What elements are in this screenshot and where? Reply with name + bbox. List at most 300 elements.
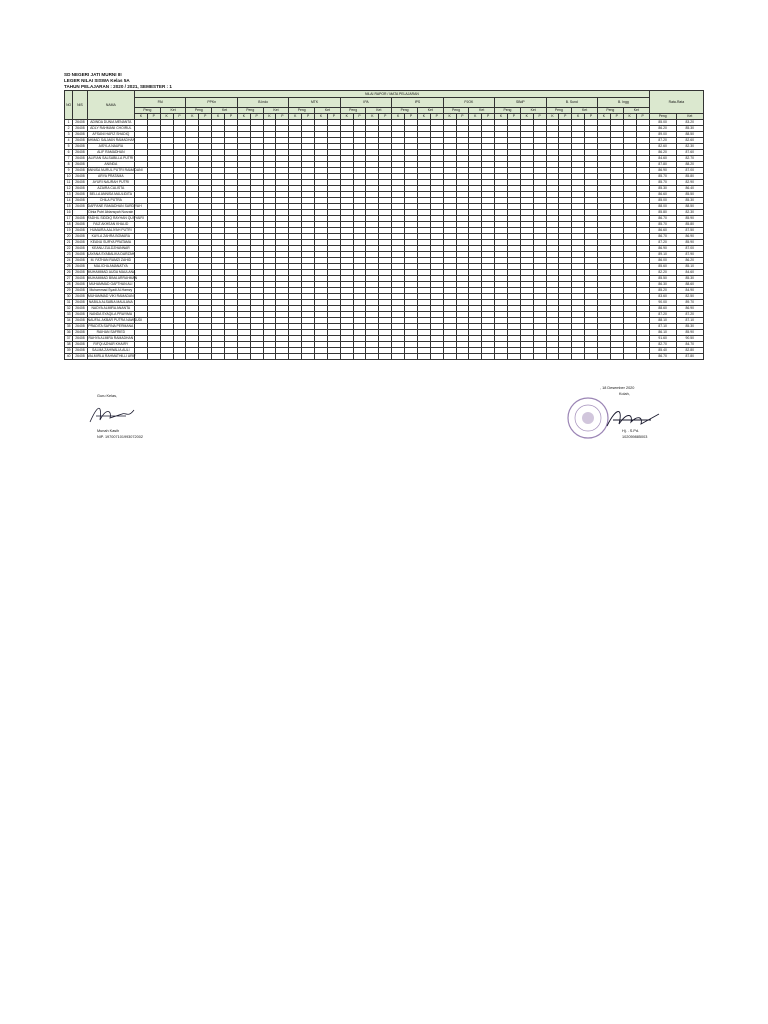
student-name: RAIHAN SAFRIED <box>87 330 134 336</box>
kp-header: P <box>379 114 392 120</box>
student-name: RAHYA ALMIRA RAMADHAN <box>88 336 134 340</box>
student-name: CHILA PUTRA <box>87 198 134 204</box>
average-knowledge: 85.70 <box>649 174 676 180</box>
school-name: SD NEGERI JATI MURNI III <box>64 72 122 77</box>
kp-header: P <box>250 114 263 120</box>
row-number: 2 <box>65 126 73 132</box>
grade-cell <box>173 354 186 360</box>
grade-cell <box>533 354 546 360</box>
kp-header: P <box>327 114 340 120</box>
grade-cell <box>469 354 482 360</box>
average-skill: 82.30 <box>676 210 703 216</box>
average-skill: 87.90 <box>676 252 703 258</box>
average-skill: 84.70 <box>676 342 703 348</box>
average-knowledge: 89.10 <box>649 252 676 258</box>
average-knowledge: 86.60 <box>649 228 676 234</box>
kp-header: P <box>302 114 315 120</box>
average-knowledge: 91.60 <box>649 336 676 342</box>
average-skill: 82.80 <box>676 348 703 354</box>
average-sub-header: Ket <box>676 114 703 120</box>
grade-cell <box>250 354 263 360</box>
kp-header: P <box>482 114 495 120</box>
average-skill: 87.20 <box>676 312 703 318</box>
average-knowledge: 87.20 <box>649 312 676 318</box>
average-skill: 88.20 <box>676 162 703 168</box>
average-knowledge: 86.00 <box>649 258 676 264</box>
row-number: 36 <box>65 330 73 336</box>
average-knowledge: 87.20 <box>649 240 676 246</box>
student-nis: 26408 <box>73 276 87 282</box>
no-header: NO <box>65 91 73 120</box>
student-nis: 26408 <box>73 354 87 360</box>
student-nis: 26408 <box>73 132 87 138</box>
average-skill: 86.40 <box>676 186 703 192</box>
student-nis: 26408 <box>73 324 87 330</box>
teacher-signature <box>88 402 138 428</box>
student-nis: 26408 <box>73 198 87 204</box>
kp-header: K <box>546 114 559 120</box>
grade-cell <box>160 354 173 360</box>
average-knowledge: 86.90 <box>649 168 676 174</box>
student-name: KEANU SURYA PRATAMA <box>87 240 134 246</box>
row-number: 17 <box>65 216 73 222</box>
student-nis: 26408 <box>73 192 87 198</box>
row-number: 16 <box>65 210 73 216</box>
student-nis: 26408 <box>73 168 87 174</box>
student-nis: 26408 <box>73 228 87 234</box>
student-name: AHMAD SALMAN RAMADHAN <box>87 138 136 142</box>
row-number: 25 <box>65 264 73 270</box>
name-header: NAMA <box>87 91 134 120</box>
average-skill: 90.50 <box>676 336 703 342</box>
grade-cell <box>289 354 302 360</box>
student-nis: 26408 <box>73 264 87 270</box>
ledger-title: LEGER NILAI SISWA Kelas 5A <box>64 78 130 83</box>
student-name: AZAIRA CALISTA <box>87 186 134 192</box>
average-skill: 86.90 <box>676 306 703 312</box>
kp-header: K <box>340 114 353 120</box>
student-name: HUMAIRA AALIYAH PUTRI <box>87 228 134 234</box>
average-knowledge: 82.20 <box>649 270 676 276</box>
average-knowledge: 82.70 <box>649 342 676 348</box>
average-knowledge: 86.70 <box>649 234 676 240</box>
grade-cell <box>636 354 649 360</box>
average-knowledge: 86.30 <box>649 282 676 288</box>
score-type-header: Peng <box>495 108 521 114</box>
score-type-header: Peng <box>135 108 161 114</box>
average-knowledge: 86.70 <box>649 216 676 222</box>
row-number: 1 <box>65 120 73 126</box>
average-knowledge: 88.10 <box>649 318 676 324</box>
student-name: SALMA ZAHWALIA AULI <box>87 348 134 354</box>
student-name: ALIF RAMADHAN <box>87 150 134 156</box>
grade-cell <box>327 354 340 360</box>
score-type-header: Peng <box>340 108 366 114</box>
grade-cell <box>135 354 148 360</box>
score-type-header: Ket <box>366 108 392 114</box>
table-row <box>65 354 704 360</box>
kp-header: K <box>572 114 585 120</box>
student-nis: 26408 <box>73 348 87 354</box>
average-skill: 87.00 <box>676 246 703 252</box>
row-number: 40 <box>65 354 73 360</box>
row-number: 28 <box>65 282 73 288</box>
student-nis: 26408 <box>73 234 87 240</box>
score-type-header: Ket <box>469 108 495 114</box>
row-number: 5 <box>65 144 73 150</box>
kp-header: P <box>456 114 469 120</box>
average-knowledge: 87.20 <box>649 138 676 144</box>
subject-header: PJOK <box>443 98 494 108</box>
row-number: 39 <box>65 348 73 354</box>
average-knowledge: 85.40 <box>649 348 676 354</box>
row-number: 9 <box>65 168 73 174</box>
kp-header: P <box>559 114 572 120</box>
teacher-title: Guru Kelas, <box>97 394 118 398</box>
subject-header: PPKn <box>186 98 237 108</box>
average-skill: 88.50 <box>676 204 703 210</box>
average-knowledge: 85.80 <box>649 210 676 216</box>
average-skill: 82.70 <box>676 156 703 162</box>
average-knowledge: 88.60 <box>649 306 676 312</box>
kp-header: P <box>507 114 520 120</box>
grade-cell <box>623 354 636 360</box>
grade-cell <box>263 354 276 360</box>
score-type-header: Peng <box>597 108 623 114</box>
kp-header: P <box>199 114 212 120</box>
row-number: 14 <box>65 198 73 204</box>
subject-header: B.Indo <box>237 98 288 108</box>
student-nis: 26408 <box>73 174 87 180</box>
row-number: 19 <box>65 228 73 234</box>
kp-header: P <box>585 114 598 120</box>
grade-cell <box>507 354 520 360</box>
score-type-header: Ket <box>623 108 649 114</box>
average-knowledge: 86.60 <box>649 192 676 198</box>
kp-header: K <box>623 114 636 120</box>
row-number: 10 <box>65 174 73 180</box>
average-knowledge: 86.90 <box>649 246 676 252</box>
score-type-header: Ket <box>212 108 238 114</box>
average-skill: 87.00 <box>676 168 703 174</box>
kp-header: K <box>417 114 430 120</box>
average-skill: 83.20 <box>676 120 703 126</box>
student-nis: 26408 <box>73 318 87 324</box>
grade-cell <box>199 354 212 360</box>
average-skill: 82.50 <box>676 294 703 300</box>
student-nis: 26408 <box>73 240 87 246</box>
row-number: 27 <box>65 276 73 282</box>
grade-cell <box>456 354 469 360</box>
grade-cell <box>482 354 495 360</box>
teacher-nip: NIP. 197007101993072002 <box>97 435 143 439</box>
student-nis: 26408 <box>73 186 87 192</box>
teacher-name: Munah Kasih <box>97 429 120 433</box>
average-knowledge: 86.70 <box>649 354 676 360</box>
average-skill: 85.80 <box>676 174 703 180</box>
score-type-header: Peng <box>289 108 315 114</box>
average-skill: 87.10 <box>676 318 703 324</box>
student-name: FADHIL SIDDIQ RAYHAN QUSYAIRI <box>87 216 144 220</box>
score-type-header: Peng <box>443 108 469 114</box>
student-name: AFSANI HAFIZ SHADIQ <box>87 132 134 138</box>
student-nis: 26408 <box>73 204 87 210</box>
row-number: 18 <box>65 222 73 228</box>
student-name: LAYANA SYABALIKA DARZAH <box>87 252 135 256</box>
kp-header: K <box>289 114 302 120</box>
grade-cell <box>417 354 430 360</box>
average-skill: 85.90 <box>676 216 703 222</box>
kp-header: K <box>135 114 148 120</box>
grade-cell <box>546 354 559 360</box>
average-knowledge: 84.60 <box>649 156 676 162</box>
score-type-header: Ket <box>160 108 186 114</box>
student-nis: 26408 <box>73 246 87 252</box>
grade-cell <box>212 354 225 360</box>
row-number: 31 <box>65 300 73 306</box>
row-number: 35 <box>65 324 73 330</box>
row-number: 22 <box>65 246 73 252</box>
row-number: 3 <box>65 132 73 138</box>
kp-header: P <box>610 114 623 120</box>
average-skill: 85.30 <box>676 324 703 330</box>
average-skill: 87.50 <box>676 228 703 234</box>
student-name: NANDA SYAQILA PRAYIMA <box>87 312 134 318</box>
score-type-header: Peng <box>237 108 263 114</box>
row-number: 13 <box>65 192 73 198</box>
score-type-header: Peng <box>546 108 572 114</box>
row-number: 33 <box>65 312 73 318</box>
student-nis: 26408 <box>73 306 87 312</box>
average-skill: 85.90 <box>676 240 703 246</box>
student-name: VALMIRLA RAHMATHILLI ARIF <box>87 354 136 358</box>
student-nis: 26408 <box>73 258 87 264</box>
row-number: 7 <box>65 156 73 162</box>
average-knowledge: 85.20 <box>649 288 676 294</box>
average-knowledge: 87.10 <box>649 324 676 330</box>
average-skill: 84.60 <box>676 270 703 276</box>
average-knowledge: 85.70 <box>649 222 676 228</box>
average-skill: 84.90 <box>676 288 703 294</box>
average-skill: 87.60 <box>676 150 703 156</box>
row-number: 38 <box>65 342 73 348</box>
average-skill: 87.80 <box>676 354 703 360</box>
student-name: MUHAMMAD BIMA ARRAHMAN <box>87 276 138 280</box>
average-knowledge: 90.00 <box>649 300 676 306</box>
kp-header: P <box>276 114 289 120</box>
student-name: ALIFIAN SALSABILLA PUTRI <box>88 156 134 160</box>
student-nis: 26408 <box>73 288 87 294</box>
average-knowledge: 88.00 <box>649 204 676 210</box>
grade-cell <box>392 354 405 360</box>
student-nis: 26408 <box>73 180 87 186</box>
subject-header: SBdP <box>495 98 546 108</box>
student-nis: 26408 <box>73 144 87 150</box>
student-name: PRADITA SAFINA PERMANA <box>88 324 134 328</box>
grade-cell <box>340 354 353 360</box>
student-nis: 26408 <box>73 216 87 222</box>
average-knowledge: 85.00 <box>649 120 676 126</box>
average-knowledge: 86.10 <box>649 330 676 336</box>
student-name: AISYLA NAURA <box>87 144 134 150</box>
row-number: 30 <box>65 294 73 300</box>
kp-header: K <box>366 114 379 120</box>
average-skill: 82.60 <box>676 138 703 144</box>
average-skill: 85.80 <box>676 222 703 228</box>
average-knowledge: 85.50 <box>649 276 676 282</box>
student-nis: 26408 <box>73 156 87 162</box>
grade-cell <box>237 354 250 360</box>
score-type-header: Ket <box>263 108 289 114</box>
row-number: 29 <box>65 288 73 294</box>
average-knowledge: 85.00 <box>649 198 676 204</box>
kp-header: K <box>520 114 533 120</box>
student-name: NADYA ALMIRA ANANTA <box>87 306 134 312</box>
average-knowledge: 89.00 <box>649 132 676 138</box>
student-nis: 26408 <box>73 282 87 288</box>
grade-cell <box>405 354 418 360</box>
subject-group-header: NILAI RAPOR / MATA PELAJARAN <box>135 91 650 98</box>
grade-ledger-table <box>64 90 704 360</box>
grade-cell <box>366 354 379 360</box>
grade-cell <box>379 354 392 360</box>
average-skill: 85.50 <box>676 192 703 198</box>
student-nis: 26408 <box>73 162 87 168</box>
student-name: ADLY RAHMANI CHOIRUL <box>87 126 134 132</box>
row-number: 8 <box>65 162 73 168</box>
student-nis: 26408 <box>73 150 87 156</box>
average-skill: 82.30 <box>676 144 703 150</box>
grade-cell <box>520 354 533 360</box>
grade-cell <box>559 354 572 360</box>
student-nis: 26408 <box>73 294 87 300</box>
student-nis: 26408 <box>73 300 87 306</box>
grade-cell <box>495 354 508 360</box>
student-nis: 26408 <box>73 330 87 336</box>
average-knowledge: 86.20 <box>649 126 676 132</box>
kp-header: K <box>160 114 173 120</box>
grade-cell <box>430 354 443 360</box>
grade-cell <box>276 354 289 360</box>
kp-header: P <box>173 114 186 120</box>
student-name: NAUFAL AKBAR PUTRA NAWSUDI <box>87 318 143 322</box>
student-name: DAFFANE RAMADHAN SARDIYAH <box>87 204 142 208</box>
student-nis: 26408 <box>73 312 87 318</box>
student-name: MALICHA AMANATYA <box>87 264 134 270</box>
subject-header: IPA <box>340 98 391 108</box>
grade-cell <box>597 354 610 360</box>
kp-header: K <box>597 114 610 120</box>
average-skill: 88.60 <box>676 282 703 288</box>
row-number: 34 <box>65 318 73 324</box>
grade-cell <box>610 354 623 360</box>
grade-cell <box>225 354 238 360</box>
row-number: 11 <box>65 180 73 186</box>
row-number: 21 <box>65 240 73 246</box>
average-skill: 85.10 <box>676 264 703 270</box>
score-type-header: Ket <box>417 108 443 114</box>
student-name: ARYA PRATAMA <box>87 174 134 180</box>
student-nis: 26408 <box>73 222 87 228</box>
student-name: MUHAMMAD VIKI RAMADAN <box>88 294 134 298</box>
kp-header: K <box>186 114 199 120</box>
row-number: 20 <box>65 234 73 240</box>
row-number: 6 <box>65 150 73 156</box>
grade-cell <box>302 354 315 360</box>
average-skill: 85.30 <box>676 126 703 132</box>
student-name: BELLA ANNISA MAULIDITA <box>87 192 134 198</box>
average-skill: 85.30 <box>676 276 703 282</box>
student-name: ANINDA <box>87 162 134 168</box>
nis-header: NIS <box>73 91 87 120</box>
kp-header: K <box>315 114 328 120</box>
kp-header: P <box>636 114 649 120</box>
grade-cell <box>443 354 456 360</box>
row-number: 4 <box>65 138 73 144</box>
average-knowledge: 85.60 <box>649 264 676 270</box>
student-name: KEANU ZULDZHANNAR <box>87 246 134 252</box>
kp-header: K <box>212 114 225 120</box>
average-header: Rata-Rata <box>649 91 703 114</box>
kp-header: P <box>225 114 238 120</box>
student-nis: 26408 <box>73 336 87 342</box>
kp-header: K <box>392 114 405 120</box>
student-nis: 26408 <box>73 342 87 348</box>
row-number: 37 <box>65 336 73 342</box>
student-name: MUHAMMAD AUDA MAULANA <box>87 270 136 274</box>
average-sub-header: Peng <box>649 114 676 120</box>
student-nis: 26408 <box>73 120 87 126</box>
score-type-header: Ket <box>520 108 546 114</box>
principal-name: Hj. . S.Pd. <box>622 429 640 433</box>
subject-header: PAI <box>135 98 186 108</box>
row-number: 32 <box>65 306 73 312</box>
grade-cell <box>315 354 328 360</box>
principal-title: Kolah, <box>619 392 630 396</box>
average-knowledge: 83.60 <box>649 294 676 300</box>
student-nis: 26408 <box>73 138 87 144</box>
student-name: RIFQI AZHAR KHAIRY <box>87 342 134 348</box>
average-skill: 86.20 <box>676 258 703 264</box>
average-knowledge: 85.30 <box>649 186 676 192</box>
row-number: 23 <box>65 252 73 258</box>
score-type-header: Ket <box>572 108 598 114</box>
student-name: M. FATHAN RAMZI ZAHID <box>87 258 134 264</box>
student-name: Dinia Putri Abiansyah Nurzain <box>88 210 134 214</box>
signing-date: , 18 Desember 2020 <box>600 386 635 390</box>
student-name: ADINDA DUNIA MENANTA <box>87 120 134 126</box>
kp-header: K <box>263 114 276 120</box>
kp-header: P <box>430 114 443 120</box>
average-knowledge: 87.80 <box>649 162 676 168</box>
grade-cell <box>585 354 598 360</box>
student-name: AYURI NAURAH PUTRI <box>87 180 134 186</box>
kp-header: K <box>469 114 482 120</box>
score-type-header: Peng <box>392 108 418 114</box>
principal-signature <box>603 404 665 432</box>
kp-header: P <box>533 114 546 120</box>
average-knowledge: 85.70 <box>649 180 676 186</box>
subject-header: B. Sund <box>546 98 597 108</box>
kp-header: K <box>495 114 508 120</box>
student-nis: 26408 <box>73 126 87 132</box>
student-name: FAIZ AKHSAN KHALID <box>87 222 134 228</box>
average-knowledge: 82.60 <box>649 144 676 150</box>
kp-header: K <box>237 114 250 120</box>
average-skill: 82.90 <box>676 180 703 186</box>
student-nis: 26408 <box>73 270 87 276</box>
average-skill: 86.90 <box>676 234 703 240</box>
